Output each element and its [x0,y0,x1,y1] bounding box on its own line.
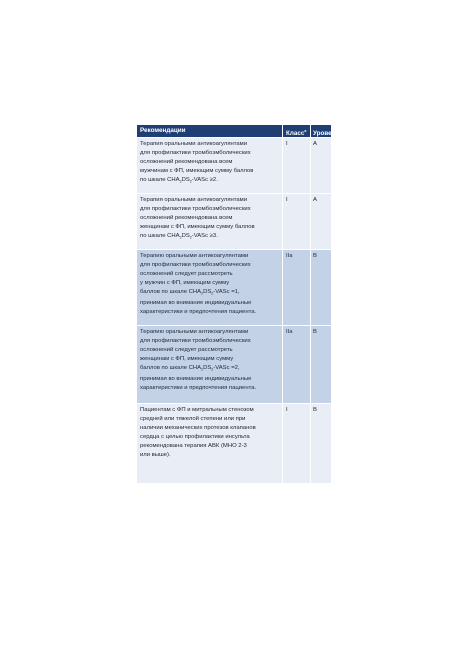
text-line: женщинам с ФП, имеющим сумму [140,356,234,363]
text-line: наличии механических протезов клапанов [140,425,256,432]
score-suffix: -VASc =1, [213,289,240,296]
recommendation-text [137,138,282,193]
text-line: сердца с целью профилактики инсульта [140,434,250,441]
class-cell: IIa [282,326,310,403]
score-line [140,232,282,243]
subscript: 2 [179,235,182,240]
class-cell: I [282,138,310,193]
score-line [140,364,282,375]
table-header [137,125,342,137]
header-level [310,125,342,137]
subscript: 2 [211,291,214,296]
text-line: осложнений рекомендована всем [140,159,233,166]
recommendation-text [137,250,282,325]
table-row [137,325,331,403]
header-class [282,125,310,137]
table-row [137,137,331,193]
score-suffix: -VASc ≥3. [191,233,218,240]
text-line: принимая во внимание индивидуальные [140,375,252,382]
score-mid: DS [203,289,212,296]
header-level-label: Уровень [313,130,340,137]
subscript: 2 [189,179,192,184]
score-suffix: -VASc ≥2. [191,177,218,184]
header-class-note: a [304,129,307,133]
text-line: характеристики и предпочтения пациента. [140,385,257,392]
score-prefix: баллов по шкале CHA [140,365,202,372]
class-cell: IIa [282,250,310,325]
score-mid: DS [181,177,190,184]
score-line [140,288,282,299]
score-prefix: баллов по шкале CHA [140,289,202,296]
score-suffix: -VASc =2, [213,365,240,372]
text-line: характеристики и предпочтения пациента. [140,309,257,316]
text-line: рекомендована терапия АВК (МНО 2-3 [140,443,247,450]
recommendation-text [137,326,282,403]
text-line: женщинам с ФП, имеющим сумму баллов [140,224,255,231]
text-line: у мужчин с ФП, имеющим сумму [140,280,230,287]
text-line: средней или тяжелой степени или при [140,416,246,423]
recommendations-table [137,125,342,479]
text-line: осложнений следует рассмотреть [140,347,233,354]
text-line: для профилактики тромбоэмболических [140,338,251,345]
level-cell: A [310,194,331,249]
table-row [137,249,331,325]
text-line: осложнений следует рассмотреть [140,271,233,278]
header-recommendations: Рекомендации [140,127,186,134]
subscript: 2 [189,235,192,240]
recommendation-text [137,404,282,483]
text-line: для профилактики тромбоэмболических [140,206,251,213]
score-mid: DS [181,233,190,240]
level-cell: B [310,404,331,483]
recommendation-text [137,194,282,249]
subscript: 2 [201,291,204,296]
score-mid: DS [203,365,212,372]
subscript: 2 [179,179,182,184]
header-level-note: b [339,129,342,133]
text-line: Терапию оральными антикоагулянтами [140,329,249,335]
level-cell: B [310,326,331,403]
text-line: Пациентам с ФП и митральным стенозом [140,407,254,413]
text-line: принимая во внимание индивидуальные [140,299,252,306]
class-cell: I [282,404,310,483]
subscript: 2 [211,367,214,372]
score-line [140,176,282,187]
score-prefix: по шкале CHA [140,177,180,184]
text-line: или выше). [140,452,171,459]
text-line: мужчинам с ФП, имеющим сумму баллов [140,168,254,175]
text-line: Терапию оральными антикоагулянтами [140,253,249,259]
text-line: Терапия оральными антикоагулянтами [140,141,248,147]
score-prefix: по шкале CHA [140,233,180,240]
text-line: для профилактики тромбоэмболических [140,150,251,157]
table-row [137,403,331,483]
text-line: Терапия оральными антикоагулянтами [140,197,248,203]
table-row [137,193,331,249]
level-cell: A [310,138,331,193]
header-class-label: Класс [286,130,305,137]
text-line: для профилактики тромбоэмболических [140,262,251,269]
class-cell: I [282,194,310,249]
text-line: осложнений рекомендована всем [140,215,233,222]
level-cell: B [310,250,331,325]
subscript: 2 [201,367,204,372]
